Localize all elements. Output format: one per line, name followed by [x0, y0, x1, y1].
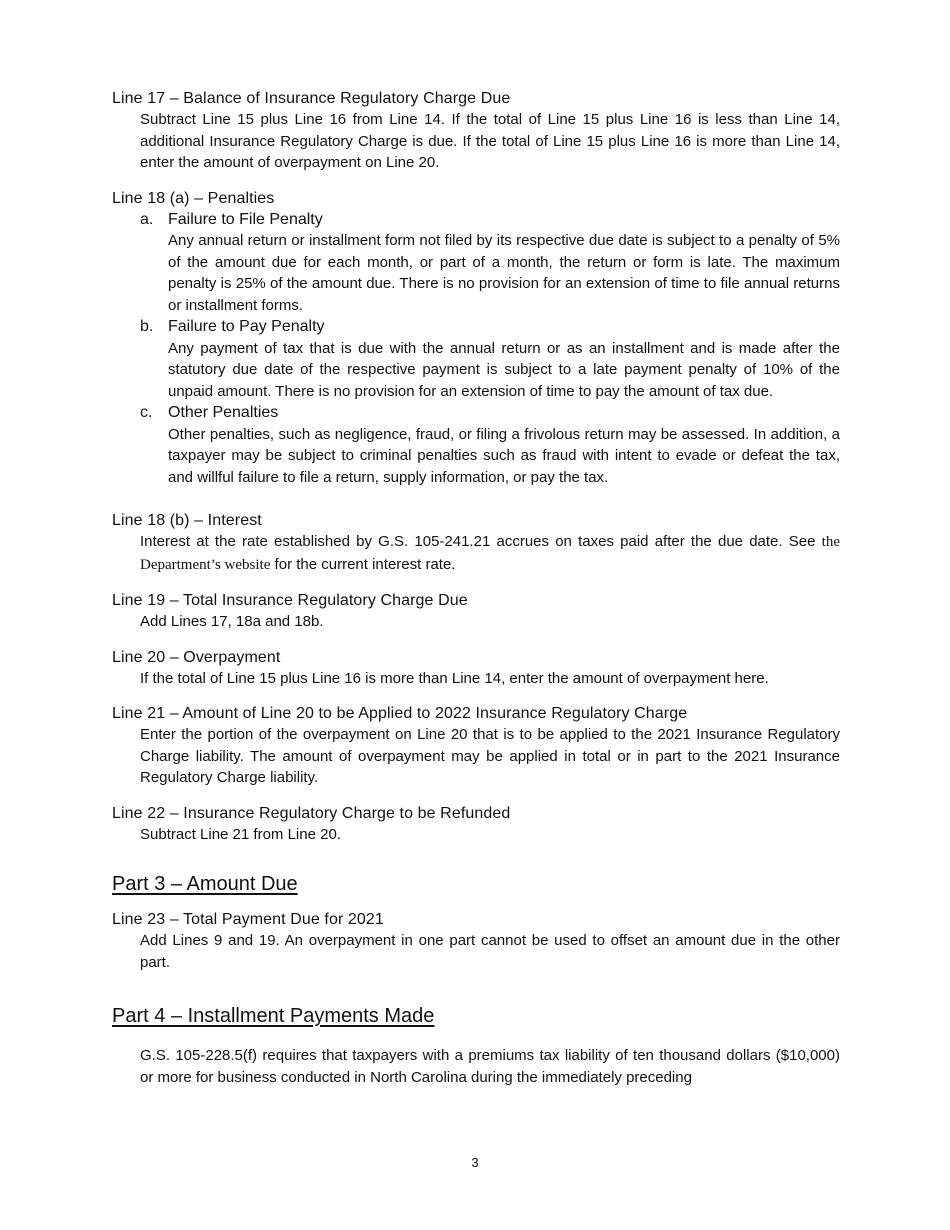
list-marker: c.	[140, 404, 153, 421]
line19-section	[112, 590, 840, 633]
line21-section	[112, 703, 840, 789]
line22-heading: Line 22 – Insurance Regulatory Charge to be Refunded	[112, 804, 511, 822]
line18b-section	[112, 510, 840, 576]
document-page	[112, 88, 840, 1102]
line18a-section	[112, 188, 840, 489]
line20-section	[112, 647, 840, 690]
list-item	[140, 316, 840, 402]
line17-text: Subtract Line 15 plus Line 16 from Line 14. If the total of Line 15 plus Line 16 is less than Line 14, additional Insurance Regulatory Charge is due. If the total of Line 15 plus Line 16 is more than Line 14, enter the amount of overpayment on Line 20.	[140, 111, 840, 171]
line18b-heading: Line 18 (b) – Interest	[112, 512, 262, 529]
page-number: 3	[471, 1155, 479, 1170]
line18b-text	[112, 531, 840, 576]
part4-section	[112, 1045, 840, 1088]
line18b-text-before: Interest at the rate established by G.S. 105-241.21 accrues on taxes paid after the due date. See	[140, 533, 822, 550]
list-marker: b.	[140, 318, 154, 335]
line23-section	[112, 909, 840, 973]
part3-heading: Part 3 – Amount Due	[112, 873, 298, 895]
line19-text: Add Lines 17, 18a and 18b.	[140, 613, 324, 630]
line17-section	[112, 88, 840, 174]
line23-text: Add Lines 9 and 19. An overpayment in one part cannot be used to offset an amount due in the other part.	[140, 932, 840, 971]
list-item	[140, 209, 840, 317]
other-penalties-title: Other Penalties	[168, 404, 279, 421]
list-item	[140, 402, 840, 488]
line18b-text-after: for the current interest rate.	[270, 555, 456, 573]
part4-text: G.S. 105-228.5(f) requires that taxpayers with a premiums tax liability of ten thousand dollars ($10,000) or more for business conducted in North Carolina during the immediately preceding	[140, 1047, 840, 1086]
line21-text: Enter the portion of the overpayment on Line 20 that is to be applied to the 2021 Insurance Regulatory Charge liability. The amount of overpayment may be applied in total or in part to the 2021 Insurance Regulatory Charge liability.	[140, 726, 840, 786]
line22-section	[112, 803, 840, 846]
failure-to-pay-text: Any payment of tax that is due with the annual return or as an installment and is made after the statutory due date of the respective payment is subject to a late payment penalty of 10% of the unpaid amount. There is no provision for an extension of time to pay the amount of tax due.	[168, 339, 840, 400]
list-marker: a.	[140, 210, 154, 228]
line19-heading: Line 19 – Total Insurance Regulatory Charge Due	[112, 592, 468, 609]
part4-heading: Part 4 – Installment Payments Made	[112, 1005, 435, 1027]
other-penalties-text: Other penalties, such as negligence, fraud, or filing a frivolous return may be assessed. In addition, a taxpayer may be subject to criminal penalties such as fraud with intent to evade or defeat the tax, and willful failure to file a return, supply information, or pay the tax.	[168, 425, 840, 486]
department-website-link[interactable]: the Department’s website	[140, 534, 840, 573]
failure-to-file-title: Failure to File Penalty	[168, 210, 323, 228]
line21-heading: Line 21 – Amount of Line 20 to be Applied to 2022 Insurance Regulatory Charge	[112, 705, 688, 722]
line22-text: Subtract Line 21 from Line 20.	[140, 825, 341, 843]
line20-text: If the total of Line 15 plus Line 16 is more than Line 14, enter the amount of overpayment here.	[140, 669, 769, 687]
failure-to-file-text: Any annual return or installment form not filed by its respective due date is subject to a penalty of 5% of the amount due for each month, or part of a month, the return or form is late. The maximum penalty is 25% of the amount due. There is no provision for an extension of time to file annual returns or installment forms.	[168, 232, 840, 314]
line20-heading: Line 20 – Overpayment	[112, 648, 281, 666]
line23-heading: Line 23 – Total Payment Due for 2021	[112, 911, 384, 928]
failure-to-pay-title: Failure to Pay Penalty	[168, 318, 325, 335]
line18a-heading: Line 18 (a) – Penalties	[112, 189, 275, 207]
line17-heading: Line 17 – Balance of Insurance Regulatory Charge Due	[112, 90, 511, 107]
penalty-list	[112, 209, 840, 489]
